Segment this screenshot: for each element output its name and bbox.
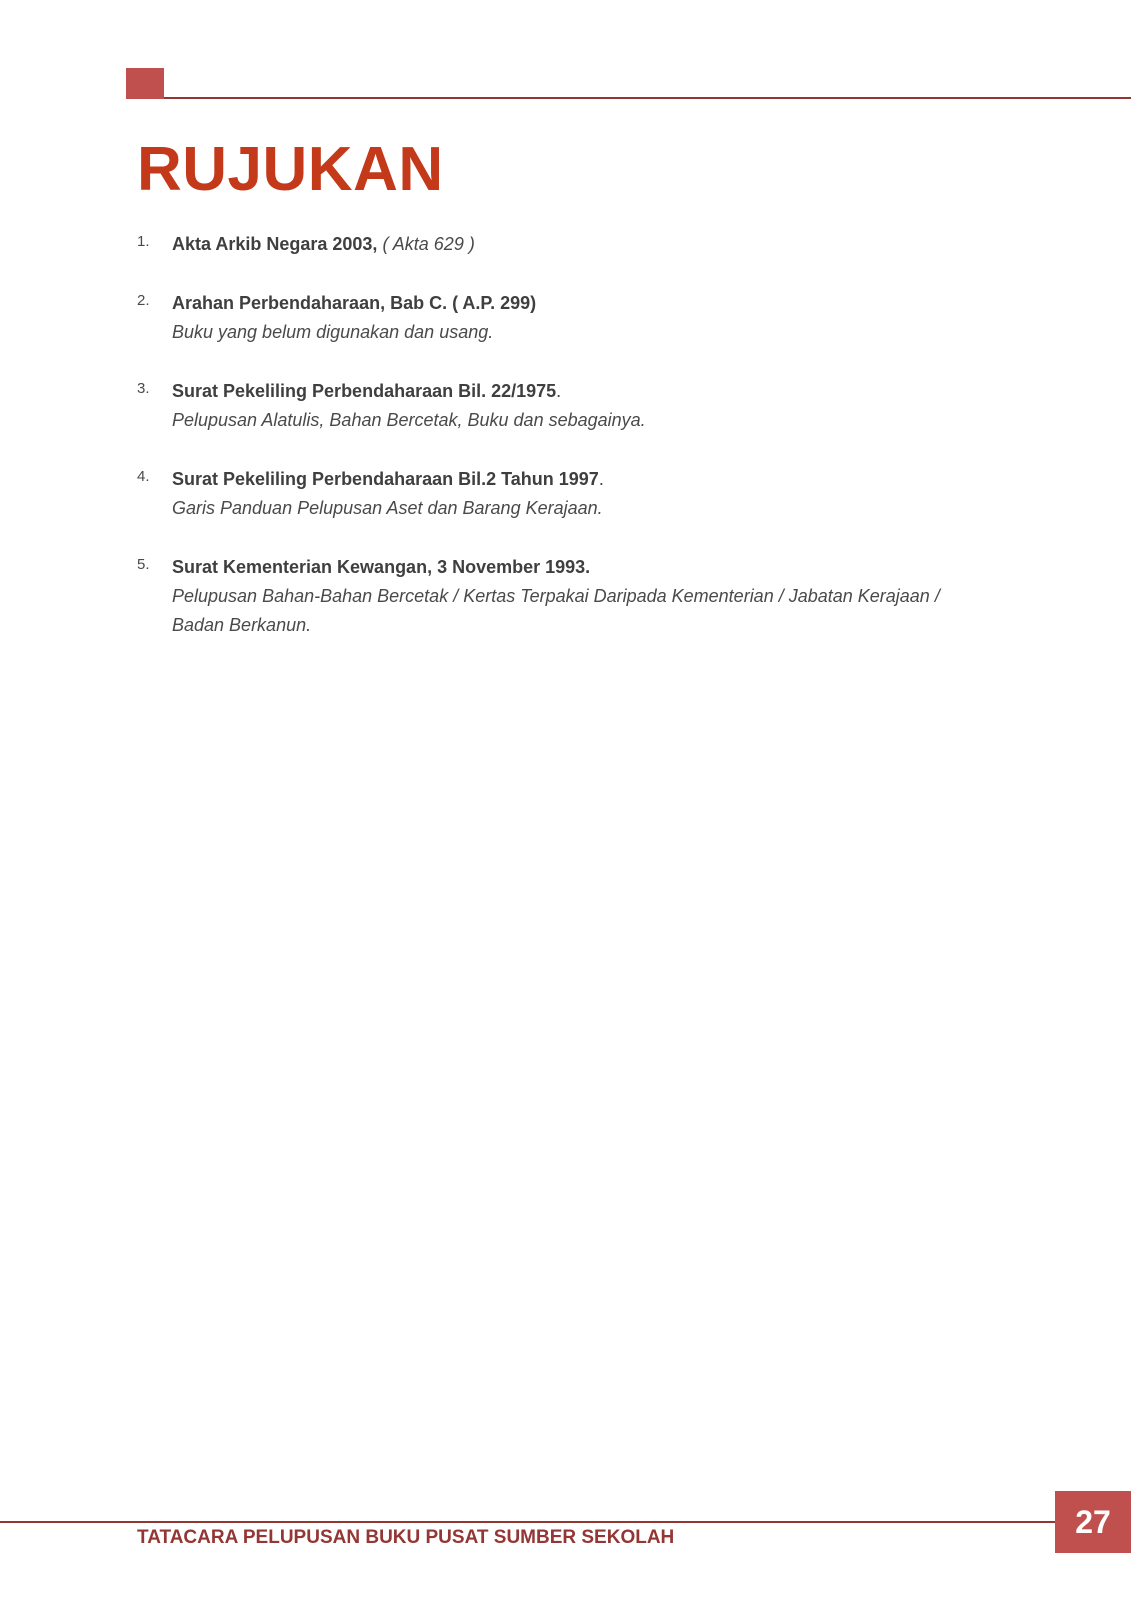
reference-title-suffix: . [556, 381, 562, 401]
footer-rule [0, 1521, 1055, 1523]
reference-item [137, 230, 997, 259]
header-accent-square [126, 68, 164, 99]
reference-number: 5. [137, 556, 150, 573]
reference-number: 2. [137, 292, 150, 309]
reference-item [137, 289, 997, 347]
reference-number: 1. [137, 233, 150, 250]
header-rule [164, 97, 1131, 99]
reference-item [137, 465, 997, 523]
reference-number: 3. [137, 380, 150, 397]
reference-description-continued: Badan Berkanun. [172, 615, 312, 635]
reference-description: Garis Panduan Pelupusan Aset dan Barang Kerajaan. [172, 498, 603, 518]
reference-title: Arahan Perbendaharaan, Bab C. ( A.P. 299) [172, 293, 537, 313]
reference-title: Surat Kementerian Kewangan, 3 November 1993. [172, 557, 591, 577]
reference-item [137, 377, 997, 435]
reference-description: Pelupusan Bahan-Bahan Bercetak / Kertas Terpakai Daripada Kementerian / Jabatan Kerajaan / [172, 586, 940, 606]
reference-title-suffix: . [598, 469, 604, 489]
reference-item [137, 553, 997, 640]
reference-note: ( Akta 629 ) [382, 234, 475, 254]
page-title: RUJUKAN [137, 135, 444, 204]
reference-number: 4. [137, 468, 150, 485]
reference-title: Surat Pekeliling Perbendaharaan Bil.2 Tahun 1997 [172, 469, 599, 489]
reference-description: Buku yang belum digunakan dan usang. [172, 322, 494, 342]
footer-title: TATACARA PELUPUSAN BUKU PUSAT SUMBER SEKOLAH [137, 1527, 675, 1548]
reference-list [137, 230, 997, 670]
reference-title: Surat Pekeliling Perbendaharaan Bil. 22/1975 [172, 381, 557, 401]
reference-description: Pelupusan Alatulis, Bahan Bercetak, Buku dan sebagainya. [172, 410, 646, 430]
page-number: 27 [1055, 1491, 1131, 1553]
reference-title: Akta Arkib Negara 2003, [172, 234, 378, 254]
